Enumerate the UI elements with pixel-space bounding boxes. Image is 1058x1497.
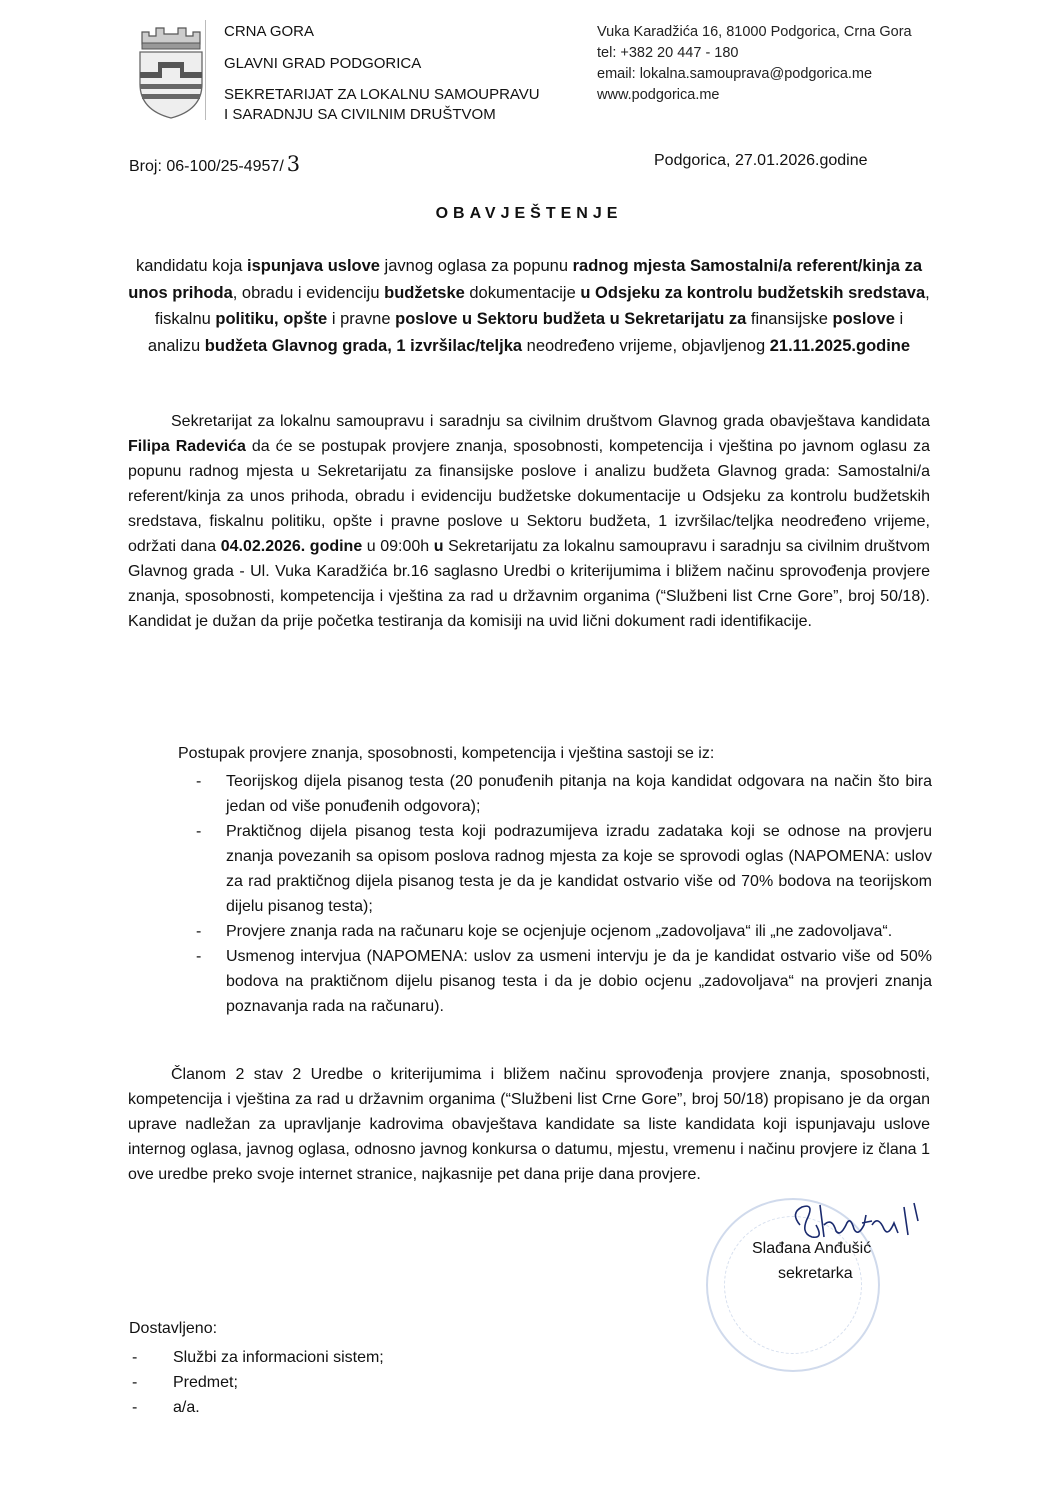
notice-paragraph bbox=[128, 409, 930, 634]
procedure-item-text: Teorijskog dijela pisanog testa (20 ponuđenih pitanja na koja kandidat odgovara na način što bira jedan od više ponuđenih odgovora); bbox=[226, 773, 932, 815]
paragraph-text: Sekretarijatu za lokalnu samoupravu i saradnju sa civilnim društvom Glavnog grada - Ul. Vuka Karadžića br.16 saglasno Uredbi o kriterijumima i bližem načinu sprovođenja provjere znanja, sposobnosti, kompetencija i vještina za rad u državnim organima (“Službeni list Crne Gore”, broj 50/18). Kandidat je dužan da prije početka testiranja da komisiji na uvid lični dokument radi identifikacije. bbox=[128, 538, 931, 630]
procedure-item-text: Praktičnog dijela pisanog testa koji podrazumijeva izradu zadataka koji se odnose na provjeru znanja povezanih sa opisom poslova radnog mjesta za koje se sprovodi oglas (NAPOMENA: uslov za rad praktičnog dijela pisanog testa je da je kandidat ostvario više od 70% bodova na teorijskom dijelu pisanog testa); bbox=[226, 823, 932, 915]
subject-text: dokumentacije bbox=[464, 283, 581, 302]
coat-of-arms-logo bbox=[132, 22, 210, 120]
dash-bullet-icon: - bbox=[132, 1349, 138, 1366]
delivered-item bbox=[129, 1370, 384, 1395]
paragraph-text: da će se postupak provjere znanja, sposobnosti, kompetencija i vještina po javnom oglasu za popunu radnog mjesta u Sekretarijatu za finansijske poslove i analizu budžeta Glavnog grada: Samostalni/a referent/kinja za unos prihoda, obradu i evidenciju budžetske dokumentacije u Odsjeku za kontrolu budžetskih sredstava, fiskalnu politiku, opšte i pravne poslove u Sektoru budžeta, 1 izvršilac/teljka neodređeno vrijeme, održati dana bbox=[128, 438, 931, 555]
procedure-item bbox=[190, 944, 932, 1019]
subject-text: , fiskalnu bbox=[154, 283, 930, 328]
contact-block bbox=[597, 22, 912, 106]
podgorica-coat-of-arms-icon bbox=[132, 22, 210, 120]
paragraph-text: Sekretarijat za lokalnu samoupravu i saradnju sa civilnim društvom Glavnog grada obavještava kandidata bbox=[171, 413, 930, 430]
subject-block bbox=[128, 253, 930, 359]
delivered-item-text: Predmet; bbox=[173, 1374, 238, 1391]
org-line-secretariat-cont: I SARADNJU SA CIVILNIM DRUŠTVOM bbox=[224, 106, 496, 123]
delivered-item bbox=[129, 1345, 384, 1370]
delivered-to-title: Dostavljeno: bbox=[129, 1320, 218, 1337]
signer-role: sekretarka bbox=[778, 1265, 853, 1282]
reference-handwritten-suffix: 3 bbox=[286, 152, 301, 176]
dash-bullet-icon: - bbox=[196, 923, 202, 940]
subject-text-bold: 21.11.2025.godine bbox=[769, 336, 911, 355]
procedure-intro: Postupak provjere znanja, sposobnosti, kompetencija i vještina sastoji se iz: bbox=[178, 745, 715, 762]
subject-text: javnog oglasa za popunu bbox=[379, 257, 573, 275]
dash-bullet-icon: - bbox=[196, 773, 202, 790]
subject-text: i analizu bbox=[147, 310, 904, 355]
exam-time: u 09:00h bbox=[362, 538, 434, 555]
procedure-item bbox=[190, 919, 932, 944]
reference-number-label: Broj: 06-100/25-4957/ bbox=[129, 158, 284, 175]
procedure-item-text: Usmenog intervjua (NAPOMENA: uslov za usmeni intervju je da je kandidat ostvario više od 50% bodova na praktičnom dijelu pisanog testa i da je dobio ocjenu „zadovoljava“ na provjeri znanja poznavanja rada na računaru). bbox=[226, 948, 932, 1015]
subject-text-bold: u Odsjeku za kontrolu budžetskih sredstava bbox=[580, 283, 926, 302]
organization-block bbox=[224, 22, 540, 125]
contact-website[interactable]: www.podgorica.me bbox=[597, 87, 720, 103]
subject-text-bold: ispunjava uslove bbox=[247, 257, 380, 275]
paragraph-text: u bbox=[433, 538, 444, 555]
subject-text: finansijske bbox=[746, 310, 833, 328]
subject-text: neodređeno vrijeme, objavljenog bbox=[522, 336, 770, 355]
delivered-item-text: a/a. bbox=[173, 1399, 200, 1416]
delivered-to-list bbox=[129, 1345, 384, 1420]
subject-text-bold: budžeta Glavnog grada, 1 izvršilac/teljka bbox=[204, 336, 523, 355]
header-divider bbox=[205, 20, 206, 120]
dash-bullet-icon: - bbox=[196, 948, 202, 965]
signer-name: Slađana Anđušić bbox=[752, 1240, 872, 1257]
subject-text-bold: radnog mjesta Samostalni/a referent/kinja za unos prihoda bbox=[128, 257, 922, 302]
delivered-item bbox=[129, 1395, 384, 1420]
procedure-item bbox=[190, 819, 932, 919]
dash-bullet-icon: - bbox=[196, 823, 202, 840]
procedure-item-text: Provjere znanja rada na računaru koje se ocjenjuje ocjenom „zadovoljava“ ili „ne zadovoljava“. bbox=[226, 923, 893, 940]
procedure-list bbox=[190, 769, 932, 1019]
contact-phone: tel: +382 20 447 - 180 bbox=[597, 45, 739, 61]
dash-bullet-icon: - bbox=[132, 1399, 138, 1416]
org-line-city: GLAVNI GRAD PODGORICA bbox=[224, 55, 422, 72]
candidate-name: Filipa Radevića bbox=[128, 438, 246, 455]
subject-text-bold: poslove u Sektoru budžeta u Sekretarijatu za bbox=[395, 310, 747, 328]
reference-number bbox=[129, 152, 300, 176]
org-line-secretariat: SEKRETARIJAT ZA LOKALNU SAMOUPRAVU bbox=[224, 86, 540, 103]
org-line-country: CRNA GORA bbox=[224, 23, 315, 40]
place-date: Podgorica, 27.01.2026.godine bbox=[654, 152, 868, 169]
contact-email[interactable]: email: lokalna.samouprava@podgorica.me bbox=[597, 66, 873, 82]
subject-text: , obradu i evidenciju bbox=[232, 283, 385, 302]
subject-text-bold: politiku, opšte bbox=[215, 310, 328, 328]
delivered-item-text: Službi za informacioni sistem; bbox=[173, 1349, 384, 1366]
document-title: OBAVJEŠTENJE bbox=[435, 205, 623, 222]
subject-text: kandidatu koja bbox=[136, 257, 247, 275]
legal-basis-paragraph: Članom 2 stav 2 Uredbe o kriterijumima i bližem načinu sprovođenja provjere znanja, sposobnosti, kompetencija i vještina za rad u državnim organima (“Službeni list Crne Gore”, broj 50/18) propisano je da organ uprave nadležan za upravljanje kadrovima obavještava kandidate sa liste kandidata koji ispunjavaju uslove internog oglasa, javnog oglasa, odnosno javnog konkursa o datumu, mjestu, vremenu i načinu provjere iz člana 1 ove uredbe preko svoje internet stranice, najkasnije pet dana prije dana provjere. bbox=[128, 1066, 930, 1183]
procedure-item bbox=[190, 769, 932, 819]
contact-address: Vuka Karadžića 16, 81000 Podgorica, Crna Gora bbox=[597, 24, 912, 40]
dash-bullet-icon: - bbox=[132, 1374, 138, 1391]
subject-text-bold: poslove bbox=[832, 310, 895, 328]
exam-date: 04.02.2026. godine bbox=[220, 538, 363, 555]
subject-text-bold: budžetske bbox=[384, 283, 465, 302]
subject-text: i pravne bbox=[327, 310, 396, 328]
